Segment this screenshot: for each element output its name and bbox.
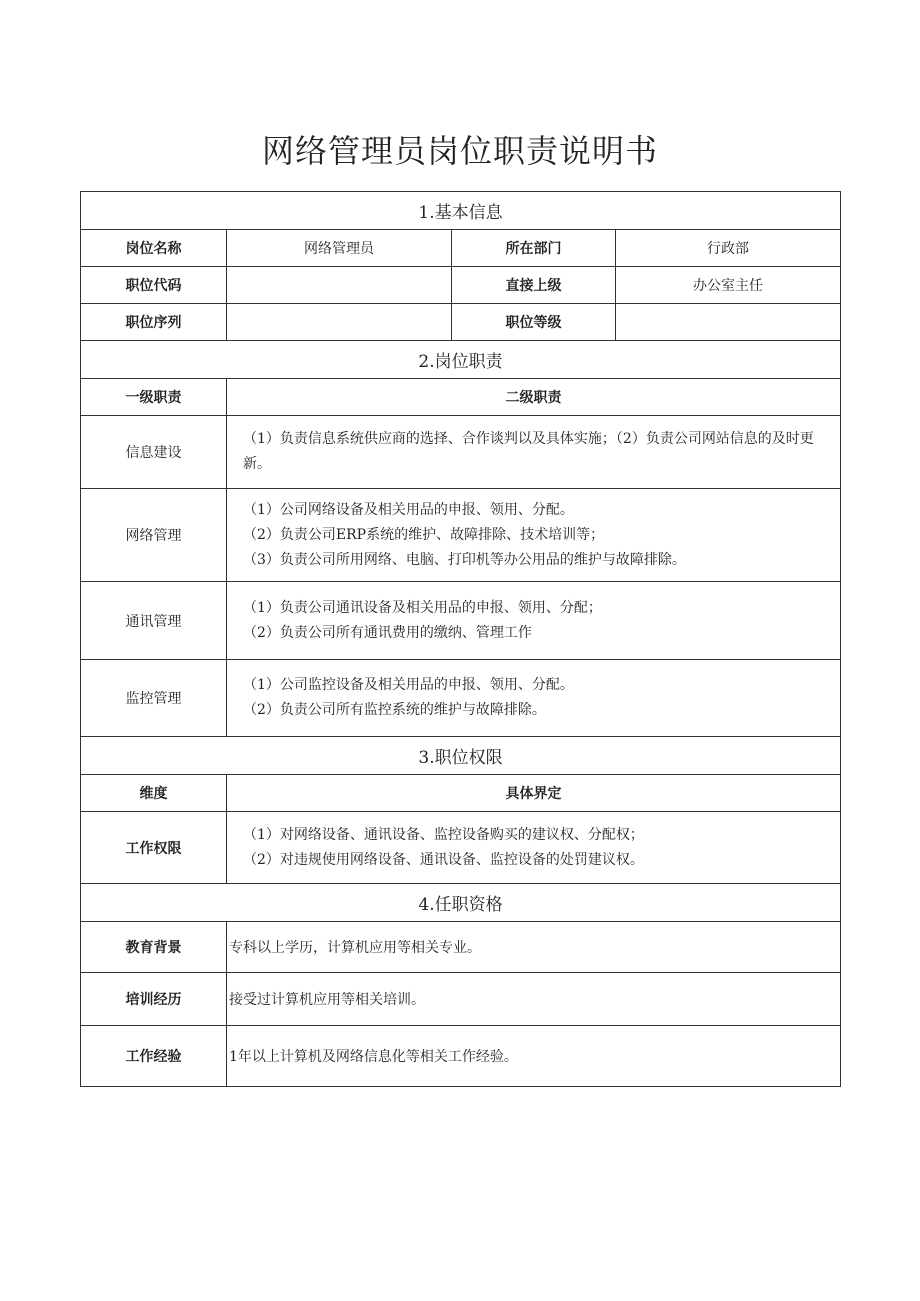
- duty-line: （1）公司监控设备及相关用品的申报、领用、分配。: [243, 677, 574, 693]
- duty-line: （2）负责公司所有通讯费用的缴纳、管理工作: [243, 624, 532, 641]
- qualification-row: [81, 922, 841, 973]
- table-row: [81, 304, 841, 341]
- duty-detail: [227, 660, 841, 737]
- section-header-row: [81, 192, 841, 230]
- section-title-authority: 3.职位权限: [81, 737, 841, 775]
- supervisor-value: 办公室主任: [616, 267, 841, 304]
- section-header-row: [81, 884, 841, 922]
- position-name-value: 网络管理员: [227, 230, 452, 267]
- position-code-value: [227, 267, 452, 304]
- department-label: 所在部门: [452, 230, 616, 267]
- qualification-text: 专科以上学历，计算机应用等相关专业。: [227, 922, 841, 973]
- duty-name: 监控管理: [81, 660, 227, 737]
- table-row: [81, 379, 841, 416]
- grade-value: [616, 304, 841, 341]
- duty-line: （2）负责公司所有监控系统的维护与故障排除。: [243, 702, 546, 718]
- duty-line: （3）负责公司所用网络、电脑、打印机等办公用品的维护与故障排除。: [243, 551, 686, 568]
- authority-row: [81, 812, 841, 884]
- position-name-label: 岗位名称: [81, 230, 227, 267]
- qualification-name: 工作经验: [81, 1026, 227, 1087]
- duty-line: （1）公司网络设备及相关用品的申报、领用、分配。: [243, 501, 574, 518]
- qualification-name: 培训经历: [81, 973, 227, 1026]
- authority-name: 工作权限: [81, 812, 227, 884]
- duty-row: [81, 489, 841, 582]
- department-value: 行政部: [616, 230, 841, 267]
- duty-line: （1）负责信息系统供应商的选择、合作谈判以及具体实施；（2）负责公司网站信息的及时更新。: [243, 431, 814, 472]
- duty-row: [81, 582, 841, 660]
- position-code-label: 职位代码: [81, 267, 227, 304]
- section-title-qualifications: 4.任职资格: [81, 884, 841, 922]
- duty-name: 网络管理: [81, 489, 227, 582]
- table-row: [81, 775, 841, 812]
- qualification-row: [81, 973, 841, 1026]
- duty-detail: [227, 416, 841, 489]
- duty-detail: [227, 489, 841, 582]
- authority-col2-header: 具体界定: [227, 775, 841, 812]
- sequence-label: 职位序列: [81, 304, 227, 341]
- job-description-table: [80, 191, 841, 1087]
- duties-col1-header: 一级职责: [81, 379, 227, 416]
- supervisor-label: 直接上级: [452, 267, 616, 304]
- section-title-duties: 2.岗位职责: [81, 341, 841, 379]
- qualification-text: 1年以上计算机及网络信息化等相关工作经验。: [227, 1026, 841, 1087]
- grade-label: 职位等级: [452, 304, 616, 341]
- authority-line: （2）对违规使用网络设备、通讯设备、监控设备的处罚建议权。: [243, 851, 644, 868]
- qualification-row: [81, 1026, 841, 1087]
- page-title: 网络管理员岗位职责说明书: [261, 132, 658, 170]
- section-header-row: [81, 341, 841, 379]
- sequence-value: [227, 304, 452, 341]
- table-row: [81, 267, 841, 304]
- qualification-name: 教育背景: [81, 922, 227, 973]
- duty-row: [81, 660, 841, 737]
- duty-line: （2）负责公司ERP系统的维护、故障排除、技术培训等；: [243, 526, 605, 543]
- authority-col1-header: 维度: [81, 775, 227, 812]
- table-row: [81, 230, 841, 267]
- qualification-text: 接受过计算机应用等相关培训。: [227, 973, 841, 1026]
- duty-name: 通讯管理: [81, 582, 227, 660]
- duties-col2-header: 二级职责: [227, 379, 841, 416]
- section-title-basic: 1.基本信息: [81, 192, 841, 230]
- duty-detail: [227, 582, 841, 660]
- duty-line: （1）负责公司通讯设备及相关用品的申报、领用、分配；: [243, 599, 602, 616]
- duty-name: 信息建设: [81, 416, 227, 489]
- authority-detail: [227, 812, 841, 884]
- duty-row: [81, 416, 841, 489]
- section-header-row: [81, 737, 841, 775]
- authority-line: （1）对网络设备、通讯设备、监控设备购买的建议权、分配权；: [243, 826, 644, 843]
